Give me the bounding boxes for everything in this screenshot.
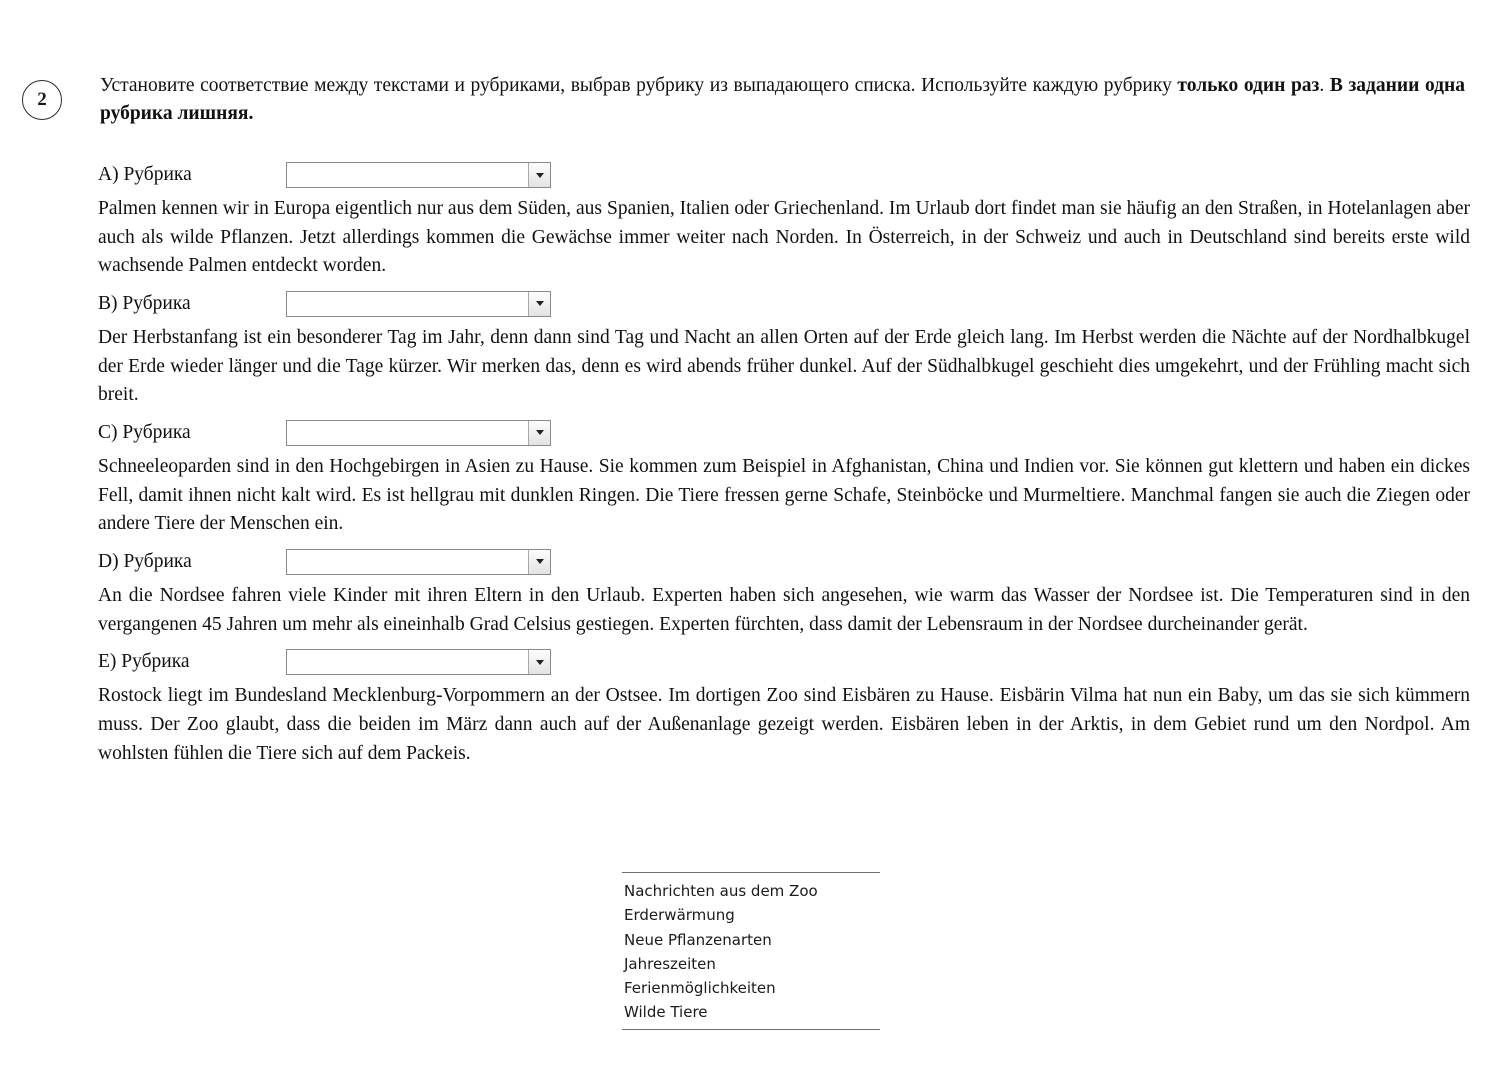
item-b-head: [98, 287, 1470, 321]
item-a-label: A) Рубрика: [98, 164, 192, 186]
list-item[interactable]: Wilde Tiere: [624, 1003, 708, 1022]
item-c-text: Schneeleoparden sind in den Hochgebirgen in Asien zu Hause. Sie kommen zum Beispiel in Afghanistan, China und Indien vor. Sie können gut klettern und haben ein dickes Fell, damit ihnen nicht kalt wird. Es ist hellgrau mit dunklen Ringen. Die Tiere fressen gerne Schafe, Steinböcke und Murmeltiere. Manchmal fangen sie auch die Ziegen oder andere Tiere der Menschen ein.: [98, 455, 1470, 535]
task-instruction-part2: .: [1319, 75, 1330, 96]
list-item[interactable]: Neue Pflanzenarten: [624, 930, 772, 949]
items-list: [98, 152, 1470, 768]
item-b: [98, 287, 1470, 410]
item-d-text: An die Nordsee fahren viele Kinder mit ihren Eltern in den Urlaub. Experten haben sich angesehen, wie warm das Wasser der Nordsee ist. Die Temperaturen sind in den vergangenen 45 Jahren um mehr als eineinhalb Grad Celsius gestiegen. Experten fürchten, dass damit der Lebensraum in der Nordsee durcheinander gerät.: [98, 584, 1470, 635]
rubric-select-e[interactable]: [286, 649, 551, 675]
item-e-head: [98, 645, 1470, 679]
item-d: [98, 545, 1470, 639]
rubric-select-c[interactable]: [286, 420, 551, 446]
item-d-select-wrap[interactable]: [286, 549, 551, 575]
item-e-text: Rostock liegt im Bundesland Mecklenburg-Vorpommern an der Ostsee. Im dortigen Zoo sind Eisbären zu Hause. Eisbärin Vilma hat nun ein Baby, um das sie sich kümmern muss. Der Zoo glaubt, dass die beiden im März dann auch auf der Außenanlage gezeigt werden. Eisbären leben in der Arktis, in dem Gebiet rund um den Nordpol. Am wohlsten fühlen die Tiere sich auf dem Packeis.: [98, 685, 1470, 764]
item-c-head: [98, 416, 1470, 450]
rubric-select-b[interactable]: [286, 291, 551, 317]
item-c: [98, 416, 1470, 539]
item-c-label: C) Рубрика: [98, 422, 191, 444]
task-number-badge: 2: [22, 80, 62, 120]
item-a-head: [98, 158, 1470, 192]
rubric-select-d[interactable]: [286, 549, 551, 575]
list-item[interactable]: Jahreszeiten: [624, 954, 716, 973]
item-e-label: E) Рубрика: [98, 651, 190, 673]
item-d-label: D) Рубрика: [98, 551, 192, 573]
list-item[interactable]: Nachrichten aus dem Zoo: [624, 882, 818, 900]
item-e: [98, 645, 1470, 768]
task-instruction-part1: Установите соответствие между текстами и рубриками, выбрав рубрику из выпадающего списка. Используйте каждую рубрику: [100, 75, 1178, 96]
list-item[interactable]: Erderwärmung: [624, 906, 735, 925]
item-c-select-wrap[interactable]: [286, 420, 551, 446]
item-b-text: Der Herbstanfang ist ein besonderer Tag im Jahr, denn dann sind Tag und Nacht an allen Orten auf der Erde gleich lang. Im Herbst werden die Nächte auf der Nordhalbkugel der Erde wieder länger und die Tage kürzer. Wir merken das, denn es wird abends früher dunkel. Auf der Südhalbkugel geschieht dies umgekehrt, und der Frühling macht sich breit.: [98, 326, 1470, 406]
item-b-label: B) Рубрика: [98, 293, 191, 315]
rubric-options-list: [622, 872, 880, 1030]
task-instruction-bold2: В задании одна рубрика лишняя.: [100, 75, 1466, 125]
task-header: [22, 72, 1472, 129]
task-instruction: [100, 72, 1465, 129]
rubric-select-a[interactable]: [286, 162, 551, 188]
task-instruction-bold1: только один раз: [1177, 75, 1320, 96]
item-d-head: [98, 545, 1470, 579]
item-a-select-wrap[interactable]: [286, 162, 551, 188]
item-b-select-wrap[interactable]: [286, 291, 551, 317]
list-item[interactable]: Ferienmöglichkeiten: [624, 979, 776, 998]
item-a: [98, 158, 1470, 281]
item-a-text: Palmen kennen wir in Europa eigentlich nur aus dem Süden, aus Spanien, Italien oder Griechenland. Im Urlaub dort findet man sie häufig an den Straßen, in Hotelanlagen aber auch als wilde Pflanzen. Jetzt allerdings kommen die Gewächse immer weiter nach Norden. In Österreich, in der Schweiz und auch in Deutschland sind bereits erste wild wachsende Palmen entdeckt worden.: [98, 198, 1470, 277]
item-e-select-wrap[interactable]: [286, 649, 551, 675]
